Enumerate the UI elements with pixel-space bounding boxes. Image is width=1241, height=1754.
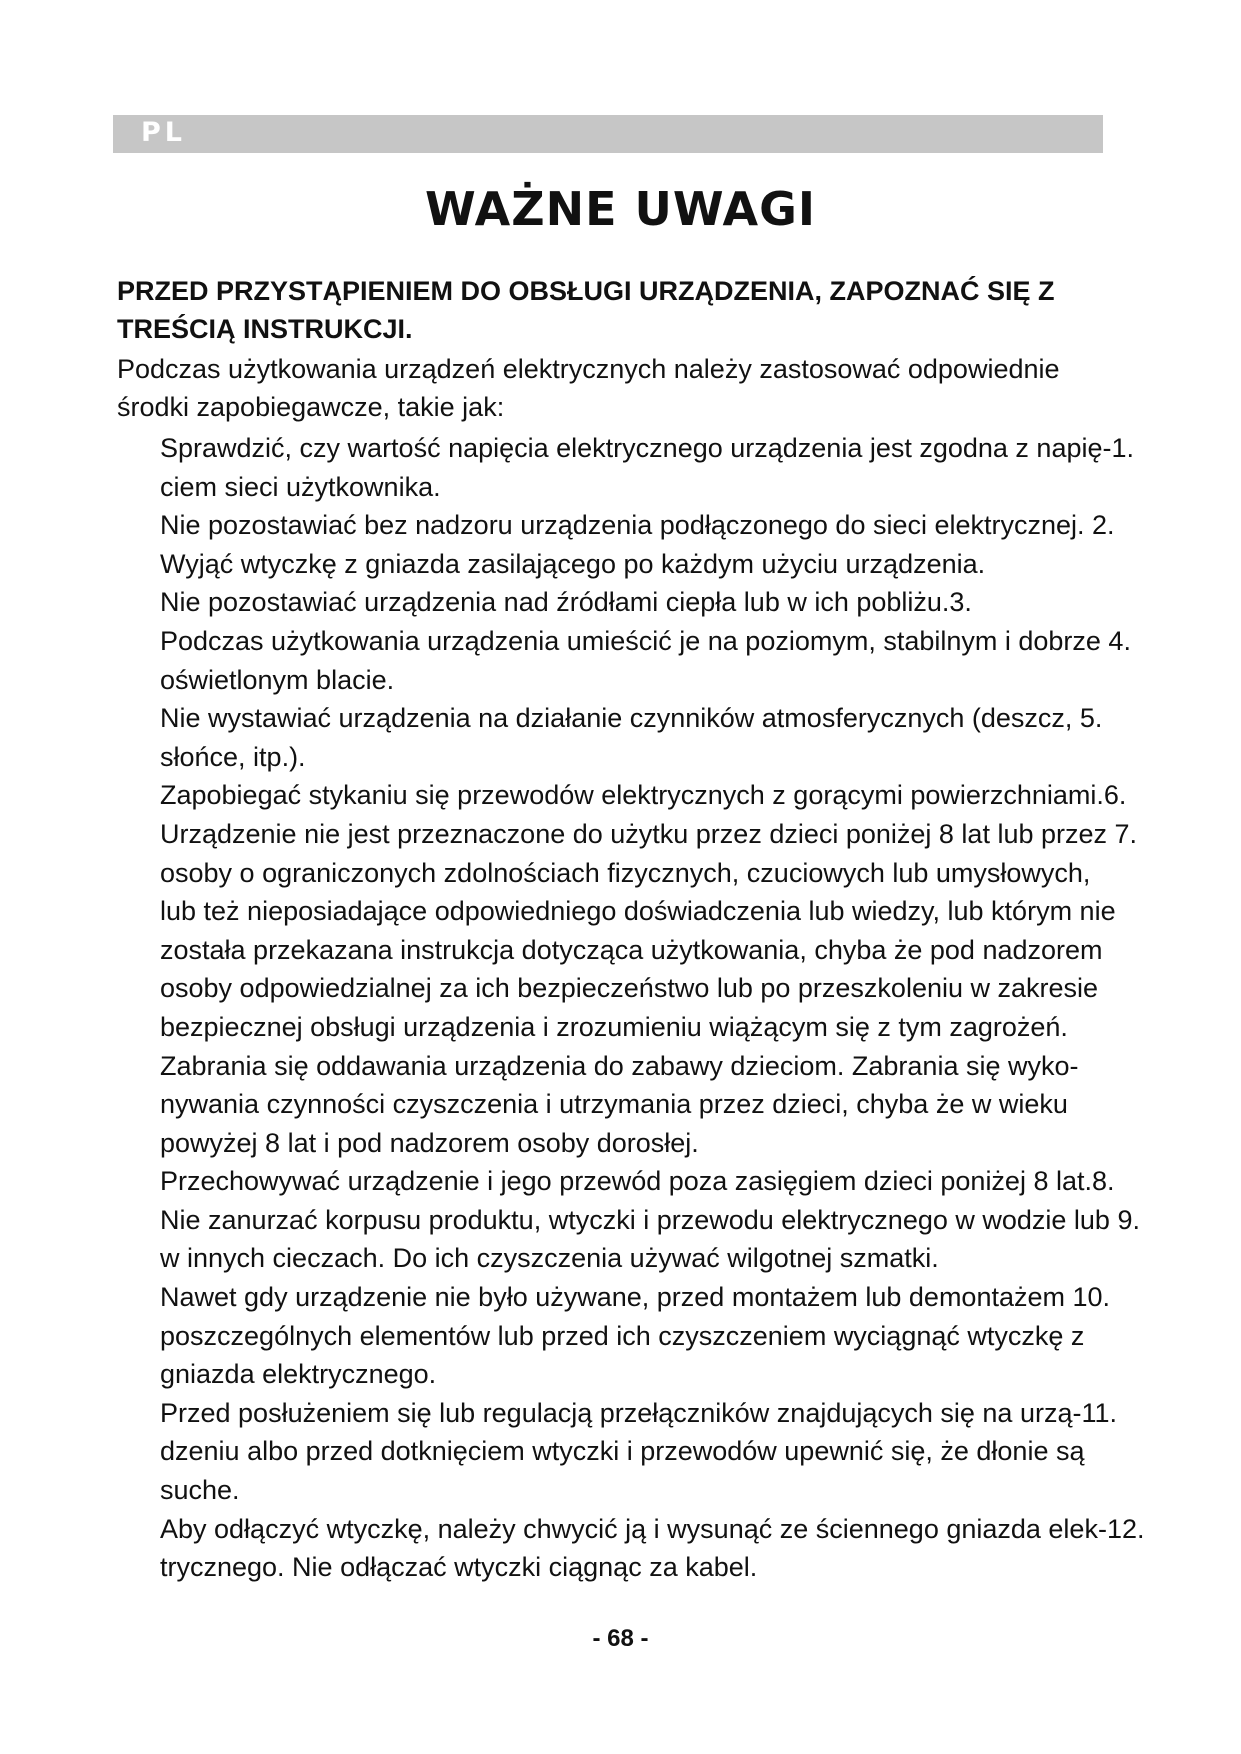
safety-rule-line: Zabrania się oddawania urządzenia do zabawy dzieciom. Zabrania się wyko- xyxy=(160,1050,1079,1081)
page-number: - 68 - xyxy=(592,1625,649,1652)
safety-rule-item xyxy=(160,429,1160,506)
safety-rule-item xyxy=(160,776,1160,815)
safety-rule-line: Podczas użytkowania urządzenia umieścić je na poziomym, stabilnym i dobrze 4. xyxy=(160,625,1131,656)
safety-rule-line: Nie pozostawiać bez nadzoru urządzenia podłączonego do sieci elektrycznej. 2. xyxy=(160,510,1115,541)
safety-rule-line: oświetlonym blacie. xyxy=(160,664,395,695)
safety-rule-line: słońce, itp.). xyxy=(160,741,306,772)
safety-rule-line: w innych cieczach. Do ich czyszczenia używać wilgotnej szmatki. xyxy=(160,1243,939,1274)
safety-rule-line: ciem sieci użytkownika. xyxy=(160,471,441,502)
safety-rule-line: suche. xyxy=(160,1475,240,1506)
intro-line: środki zapobiegawcze, takie jak: xyxy=(117,392,505,422)
safety-rule-line: Nie zanurzać korpusu produktu, wtyczki i przewodu elektrycznego w wodzie lub 9. xyxy=(160,1204,1140,1235)
safety-rule-line: została przekazana instrukcja dotycząca użytkowania, chyba że pod nadzorem xyxy=(160,934,1103,965)
language-header-bar xyxy=(113,115,1103,153)
safety-rule-line: Sprawdzić, czy wartość napięcia elektrycznego urządzenia jest zgodna z napię-1. xyxy=(160,433,1135,463)
safety-rule-line: Aby odłączyć wtyczkę, należy chwycić ją i wysunąć ze ściennego gniazda elek-12. xyxy=(160,1513,1145,1544)
safety-rule-item xyxy=(160,583,1160,622)
safety-rule-line: osoby odpowiedzialnej za ich bezpieczeństwo lub po przeszkoleniu w zakresie xyxy=(160,973,1099,1004)
safety-rules-list xyxy=(160,429,1160,1587)
safety-rule-line: Przechowywać urządzenie i jego przewód poza zasięgiem dzieci poniżej 8 lat.8. xyxy=(160,1166,1115,1197)
safety-rule-line: bezpiecznej obsługi urządzenia i zrozumieniu wiążącym się z tym zagrożeń. xyxy=(160,1011,1068,1042)
safety-rule-line: Zapobiegać stykaniu się przewodów elektrycznych z gorącymi powierzchniami.6. xyxy=(160,780,1127,811)
safety-rule-line: Nie pozostawiać urządzenia nad źródłami ciepła lub w ich pobliżu.3. xyxy=(160,587,972,618)
warning-line: PRZED PRZYSTĄPIENIEM DO OBSŁUGI URZĄDZENIA, ZAPOZNAĆ SIĘ Z xyxy=(117,276,1055,306)
language-label: PL xyxy=(141,117,186,148)
intro-paragraph xyxy=(117,350,1107,426)
safety-rule-item xyxy=(160,1510,1160,1587)
safety-rule-line: powyżej 8 lat i pod nadzorem osoby dorosłej. xyxy=(160,1127,699,1158)
safety-rule-line: Wyjąć wtyczkę z gniazda zasilającego po każdym użyciu urządzenia. xyxy=(160,548,986,579)
safety-rule-line: gniazda elektrycznego. xyxy=(160,1359,437,1390)
safety-rule-line: Przed posłużeniem się lub regulacją przełączników znajdujących się na urzą-11. xyxy=(160,1397,1117,1428)
safety-rule-item xyxy=(160,699,1160,776)
warning-heading xyxy=(117,272,1107,348)
safety-rule-line: poszczególnych elementów lub przed ich czyszczeniem wyciągnąć wtyczkę z xyxy=(160,1320,1085,1351)
safety-rule-line: Nie wystawiać urządzenia na działanie czynników atmosferycznych (deszcz, 5. xyxy=(160,703,1103,734)
safety-rule-item xyxy=(160,1162,1160,1201)
warning-line: TREŚCIĄ INSTRUKCJI. xyxy=(117,314,413,344)
safety-rule-item xyxy=(160,622,1160,699)
safety-rule-line: trycznego. Nie odłączać wtyczki ciągnąc za kabel. xyxy=(160,1552,758,1583)
intro-line: Podczas użytkowania urządzeń elektrycznych należy zastosować odpowiednie xyxy=(117,354,1060,384)
safety-rule-line: osoby o ograniczonych zdolnościach fizycznych, czuciowych lub umysłowych, xyxy=(160,857,1091,888)
safety-rule-item xyxy=(160,1278,1160,1394)
safety-rule-line: Nawet gdy urządzenie nie było używane, przed montażem lub demontażem 10. xyxy=(160,1282,1111,1313)
safety-rule-line: dzeniu albo przed dotknięciem wtyczki i przewodów upewnić się, że dłonie są xyxy=(160,1436,1085,1467)
safety-rule-item xyxy=(160,506,1160,583)
safety-rule-item xyxy=(160,1394,1160,1510)
safety-rule-line: Urządzenie nie jest przeznaczone do użytku przez dzieci poniżej 8 lat lub przez 7. xyxy=(160,818,1138,849)
safety-rule-item xyxy=(160,815,1160,1162)
safety-rule-line: lub też nieposiadające odpowiedniego doświadczenia lub wiedzy, lub którym nie xyxy=(160,896,1116,927)
page-title: WAŻNE UWAGI xyxy=(424,182,817,236)
safety-rule-item xyxy=(160,1201,1160,1278)
safety-rule-line: nywania czynności czyszczenia i utrzymania przez dzieci, chyba że w wieku xyxy=(160,1089,1068,1120)
